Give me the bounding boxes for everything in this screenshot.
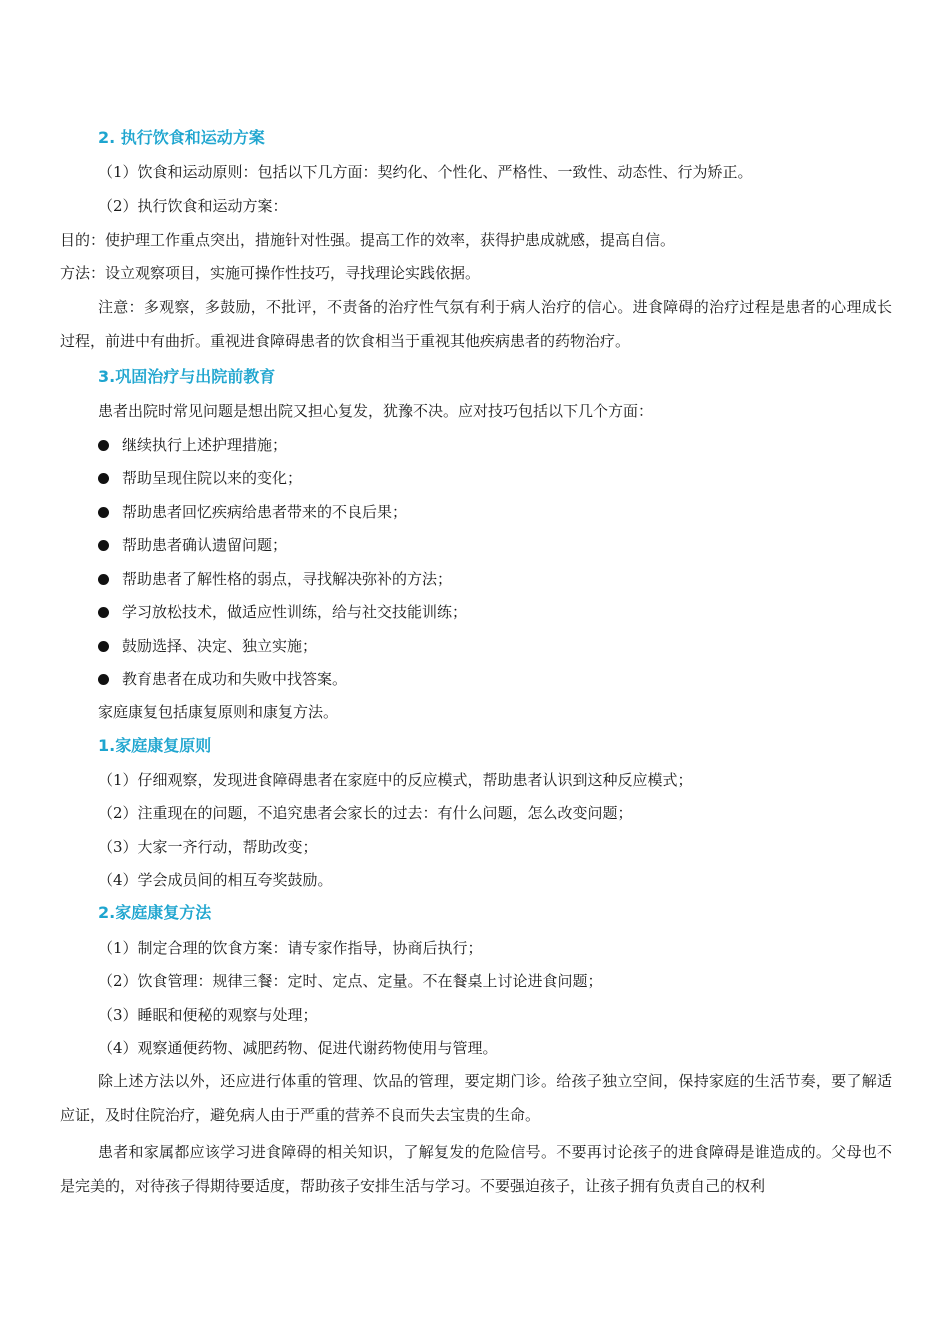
list-item: （1）仔细观察，发现进食障碍患者在家庭中的反应模式，帮助患者认识到这种反应模式； <box>98 771 693 789</box>
list-item: （3）睡眠和便秘的观察与处理； <box>98 1006 318 1024</box>
list-item: 帮助患者回忆疾病给患者带来的不良后果； <box>98 502 407 522</box>
bullet-icon <box>98 641 109 652</box>
list-item: 教育患者在成功和失败中找答案。 <box>98 669 347 689</box>
body-paragraph: 患者和家属都应该学习进食障碍的相关知识，了解复发的危险信号。不要再讨论孩子的进食障碍是谁造成的。父母也不是完美的，对待孩子得期待要适度，帮助孩子安排生活与学习。不要强迫孩子，让孩子拥有负责自己的权利 <box>60 1143 892 1195</box>
bullet-icon <box>98 607 109 618</box>
bullet-icon <box>98 540 109 551</box>
bullet-icon <box>98 674 109 685</box>
plan-note-paragraph: 注意：多观察，多鼓励，不批评，不责备的治疗性气氛有利于病人治疗的信心。进食障碍的治疗过程是患者的心理成长过程，前进中有曲折。重视进食障碍患者的饮食相当于重视其他疾病患者的药物治疗。 <box>60 298 892 350</box>
discharge-intro: 患者出院时常见问题是想出院又担心复发，犹豫不决。应对技巧包括以下几个方面： <box>98 402 654 420</box>
family-rehab-intro: 家庭康复包括康复原则和康复方法。 <box>98 703 339 721</box>
list-item: （4）观察通便药物、减肥药物、促进代谢药物使用与管理。 <box>98 1039 498 1057</box>
section-heading-consolidation: 3.巩固治疗与出院前教育 <box>98 367 276 386</box>
diet-exercise-principles: （1）饮食和运动原则：包括以下几方面：契约化、个性化、严格性、一致性、动态性、行为矫正。 <box>98 163 753 181</box>
list-item: （2）饮食管理：规律三餐：定时、定点、定量。不在餐桌上讨论进食问题； <box>98 972 603 990</box>
bullet-icon <box>98 507 109 518</box>
list-item: 鼓励选择、决定、独立实施； <box>98 636 317 656</box>
body-paragraph: 除上述方法以外，还应进行体重的管理、饮品的管理，要定期门诊。给孩子独立空间，保持家庭的生活节奏，要了解适应证，及时住院治疗，避免病人由于严重的营养不良而失去宝贵的生命。 <box>60 1072 892 1124</box>
section-heading-family-methods: 2.家庭康复方法 <box>98 903 212 922</box>
diet-exercise-plan-title: （2）执行饮食和运动方案： <box>98 197 288 215</box>
list-item: 学习放松技术，做适应性训练，给与社交技能训练； <box>98 602 467 622</box>
plan-purpose: 目的：使护理工作重点突出，措施针对性强。提高工作的效率，获得护患成就感，提高自信。 <box>60 231 676 249</box>
bullet-icon <box>98 473 109 484</box>
bullet-icon <box>98 440 109 451</box>
section-heading-diet-exercise: 2. 执行饮食和运动方案 <box>98 128 265 147</box>
plan-method: 方法：设立观察项目，实施可操作性技巧，寻找理论实践依据。 <box>60 264 481 282</box>
list-item: （1）制定合理的饮食方案：请专家作指导，协商后执行； <box>98 939 483 957</box>
list-item: 继续执行上述护理措施； <box>98 435 287 455</box>
bullet-icon <box>98 574 109 585</box>
list-item: （3）大家一齐行动，帮助改变； <box>98 838 318 856</box>
list-item: 帮助呈现住院以来的变化； <box>98 468 302 488</box>
list-item: 帮助患者了解性格的弱点，寻找解决弥补的方法； <box>98 569 452 589</box>
list-item: （4）学会成员间的相互夸奖鼓励。 <box>98 871 333 889</box>
section-heading-family-principles: 1.家庭康复原则 <box>98 736 212 755</box>
list-item: 帮助患者确认遗留问题； <box>98 535 287 555</box>
list-item: （2）注重现在的问题，不追究患者会家长的过去：有什么问题，怎么改变问题； <box>98 804 633 822</box>
